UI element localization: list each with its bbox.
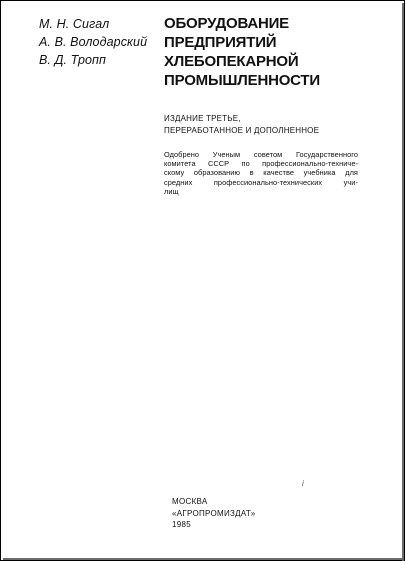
approval-line: скому образованию в качестве учебника для bbox=[164, 168, 358, 178]
publisher-name: «АГРОПРОМИЗДАТ» bbox=[172, 508, 256, 518]
page-shadow-right bbox=[402, 3, 404, 561]
edition-line: ПЕРЕРАБОТАННОЕ И ДОПОЛНЕННОЕ bbox=[164, 126, 320, 135]
approval-line: Одобрено Ученым советом Государственного bbox=[164, 150, 358, 159]
book-title bbox=[164, 14, 320, 90]
publisher-imprint bbox=[172, 496, 256, 531]
page-shadow-bottom bbox=[3, 558, 404, 560]
book-title-line: ОБОРУДОВАНИЕ bbox=[164, 15, 289, 32]
approval-statement bbox=[164, 150, 358, 196]
author-name: А. В. Володарский bbox=[39, 35, 148, 49]
book-title-line: ХЛЕБОПЕКАРНОЙ bbox=[164, 53, 299, 70]
publisher-city: МОСКВА bbox=[172, 497, 208, 506]
edition-line: ИЗДАНИЕ ТРЕТЬЕ, bbox=[164, 114, 241, 123]
approval-line: комитета СССР по профессионально-техниче- bbox=[164, 159, 358, 169]
stray-mark: i bbox=[302, 479, 304, 488]
author-name: В. Д. Тропп bbox=[39, 53, 107, 67]
approval-line: лищ bbox=[164, 186, 179, 196]
book-title-line: ПРОМЫШЛЕННОСТИ bbox=[164, 72, 320, 89]
author-list bbox=[39, 15, 147, 69]
edition-note bbox=[164, 113, 319, 137]
book-title-line: ПРЕДПРИЯТИЙ bbox=[164, 34, 277, 51]
publication-year: 1985 bbox=[172, 520, 191, 529]
approval-line: средних профессионально-технических учи- bbox=[164, 177, 358, 187]
author-name: М. Н. Сигал bbox=[39, 17, 110, 31]
